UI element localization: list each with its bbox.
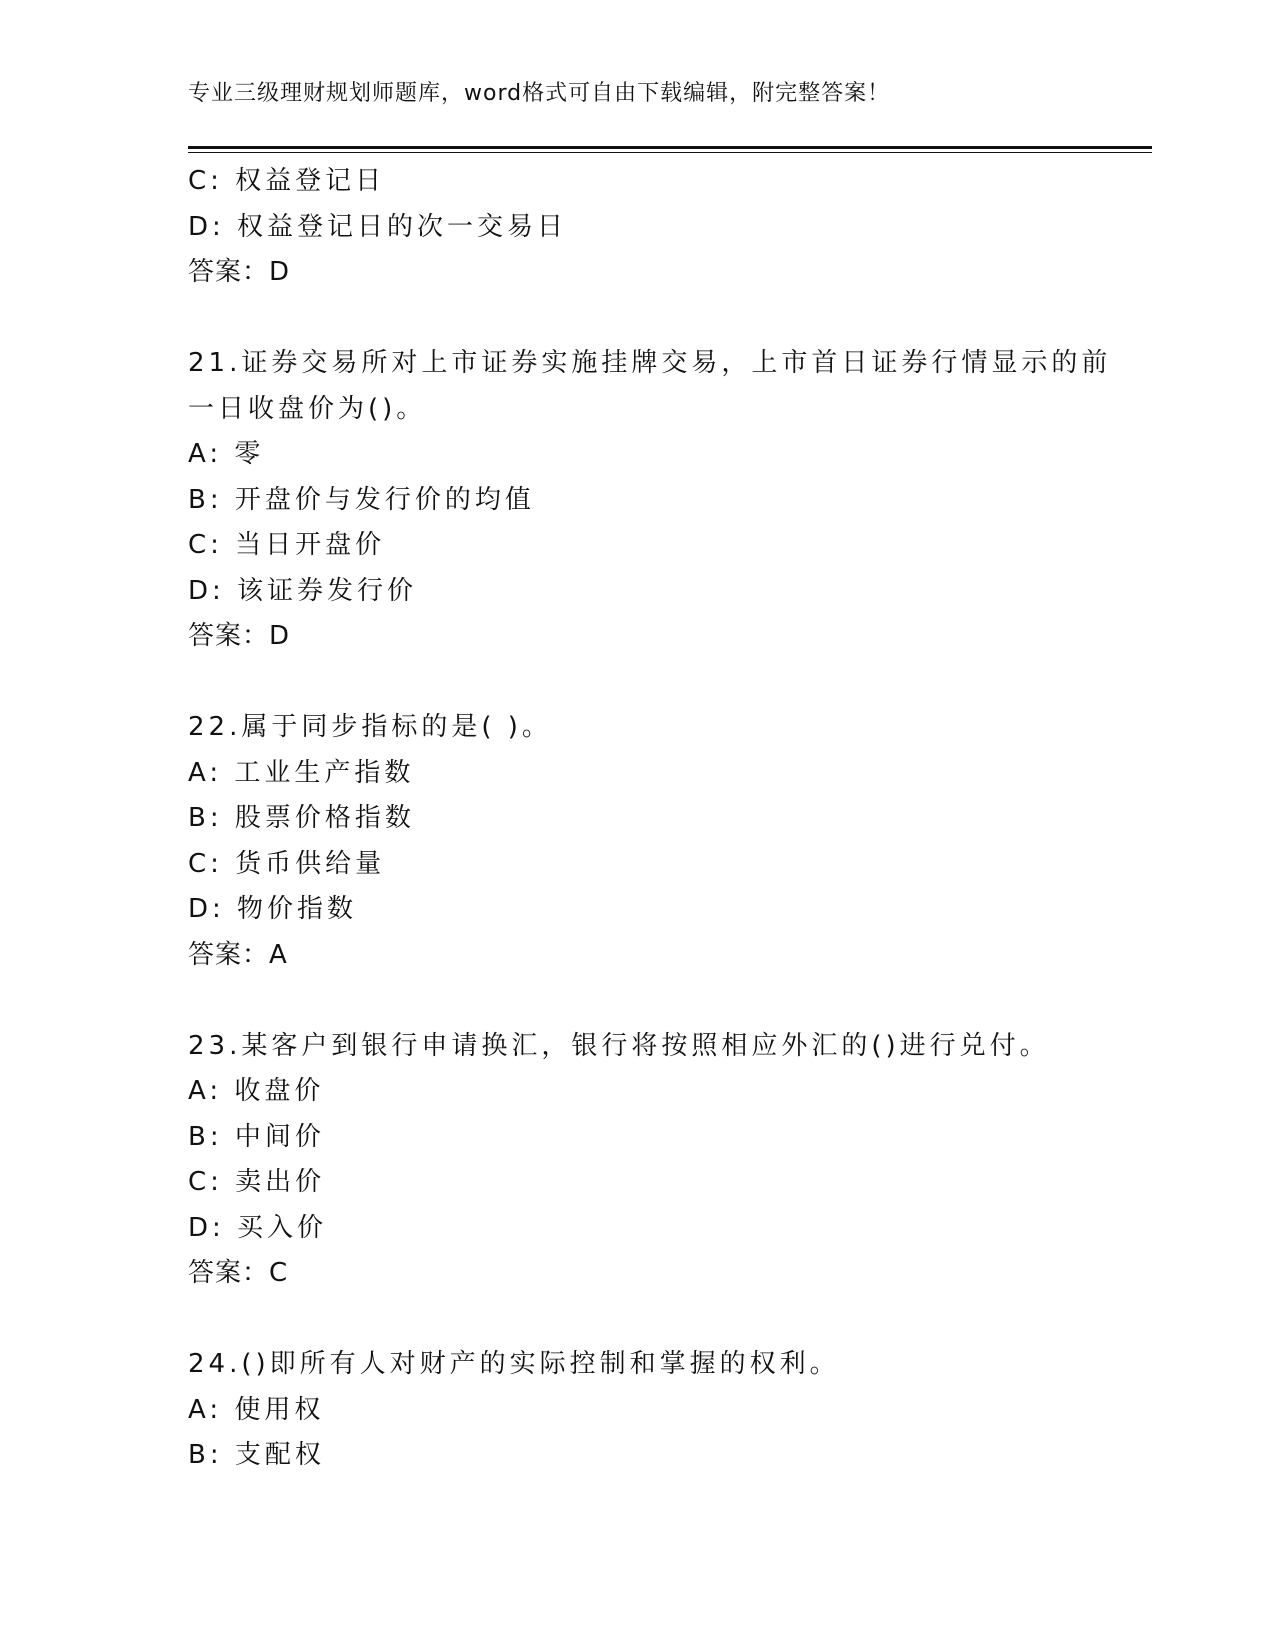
question-stem: 22.属于同步指标的是( )。 (188, 712, 552, 742)
question-stem: 21.证券交易所对上市证券实施挂牌交易，上市首日证券行情显示的前 (188, 348, 1112, 378)
header-rule-thin (188, 152, 1152, 153)
option-a: A: 零 (188, 439, 265, 469)
option-b: B: 支配权 (188, 1440, 325, 1470)
spacer (188, 978, 1088, 1024)
option-b: B: 中间价 (188, 1121, 325, 1152)
spacer (188, 1297, 1088, 1343)
question-stem: 24.()即所有人对财产的实际控制和掌握的权利。 (188, 1349, 840, 1379)
spacer (188, 660, 1088, 706)
question-22 (188, 705, 1088, 978)
answer-line: 答案：A (188, 939, 288, 970)
question-21 (188, 341, 1112, 660)
prev-question-block (188, 159, 1088, 296)
option-d: D: 物价指数 (188, 894, 358, 924)
option-a: A: 收盘价 (188, 1076, 325, 1106)
option-b: B: 开盘价与发行价的均值 (188, 484, 535, 515)
option-d: D: 该证券发行价 (188, 575, 418, 606)
question-23 (188, 1024, 1088, 1297)
answer-line: 答案：D (188, 257, 291, 287)
option-a: A: 工业生产指数 (188, 757, 415, 788)
option-c: C: 货币供给量 (188, 848, 386, 879)
option-d: D: 权益登记日的次一交易日 (188, 211, 568, 242)
question-stem: 一日收盘价为()。 (188, 393, 427, 424)
question-list (188, 159, 1112, 1479)
question-24 (188, 1342, 1088, 1479)
option-a: A: 使用权 (188, 1394, 325, 1425)
option-d: D: 买入价 (188, 1212, 328, 1243)
spacer (188, 296, 1088, 342)
answer-line: 答案：C (188, 1258, 289, 1288)
answer-line: 答案：D (188, 621, 291, 651)
option-c: C: 权益登记日 (188, 166, 386, 196)
page-header: 专业三级理财规划师题库，word格式可自由下载编辑，附完整答案！ (188, 81, 891, 106)
option-c: C: 当日开盘价 (188, 530, 386, 560)
header-rule-thick (188, 146, 1152, 149)
question-stem: 23.某客户到银行申请换汇，银行将按照相应外汇的()进行兑付。 (188, 1030, 1050, 1061)
option-c: C: 卖出价 (188, 1167, 326, 1197)
option-b: B: 股票价格指数 (188, 803, 415, 833)
